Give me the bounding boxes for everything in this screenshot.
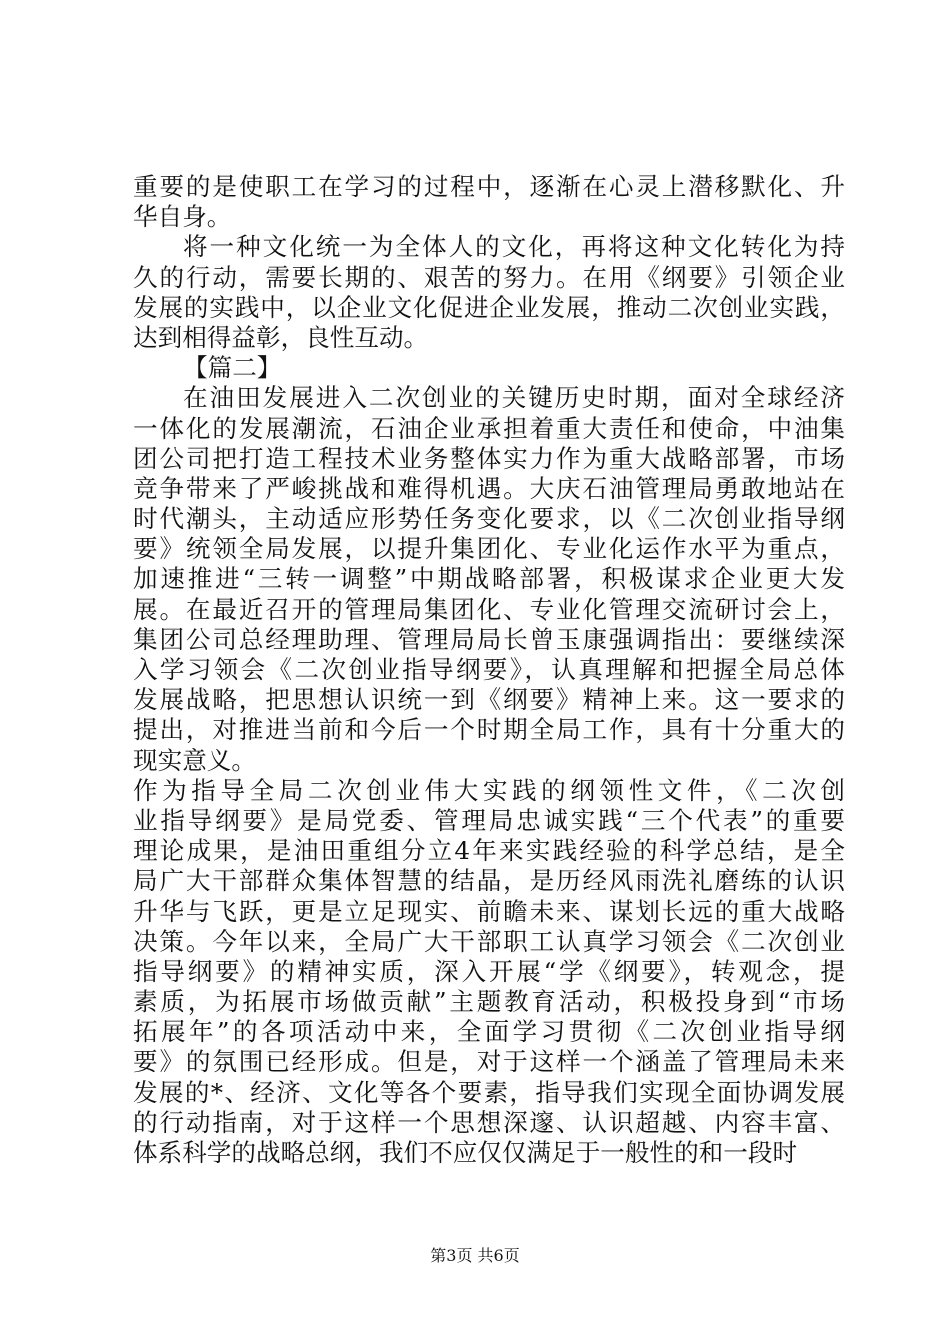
paragraph-line: 升华与飞跃，更是立足现实、前瞻未来、谋划长远的重大战略: [133, 896, 845, 926]
document-body: [133, 172, 845, 1168]
paragraph: [133, 383, 845, 775]
paragraph-line: 久的行动，需要长期的、艰苦的努力。在用《纲要》引领企业: [133, 262, 845, 292]
paragraph-line: 拓展年”的各项活动中来，全面学习贯彻《二次创业指导纲: [133, 1017, 845, 1047]
paragraph: [133, 353, 845, 383]
paragraph-line: 入学习领会《二次创业指导纲要》，认真理解和把握全局总体: [133, 655, 845, 684]
paragraph-line: 业指导纲要》是局党委、管理局忠诚实践“三个代表”的重要: [133, 805, 845, 835]
paragraph-line: 展。在最近召开的管理局集团化、专业化管理交流研讨会上，: [133, 594, 845, 624]
paragraph-line: 时代潮头，主动适应形势任务变化要求，以《二次创业指导纲: [133, 504, 845, 534]
paragraph-line: 发展的*、经济、文化等各个要素，指导我们实现全面协调发展: [133, 1077, 845, 1107]
paragraph-line: 素质，为拓展市场做贡献”主题教育活动，积极投身到“市场: [133, 987, 845, 1017]
paragraph-line: 的行动指南，对于这样一个思想深邃、认识超越、内容丰富、: [133, 1107, 845, 1137]
page-footer: 第3页 共6页: [430, 1246, 520, 1265]
paragraph: [133, 776, 845, 1168]
paragraph-line: 作为指导全局二次创业伟大实践的纲领性文件，《二次创: [133, 775, 845, 805]
paragraph-line: 体系科学的战略总纲，我们不应仅仅满足于一般性的和一段时: [133, 1138, 798, 1167]
paragraph-line: 达到相得益彰，良性互动。: [133, 322, 429, 352]
paragraph: [133, 232, 845, 353]
paragraph-line: 华自身。: [133, 202, 232, 232]
paragraph-line: 团公司把打造工程技术业务整体实力作为重大战略部署，市场: [133, 443, 845, 473]
paragraph-line: 要》的氛围已经形成。但是，对于这样一个涵盖了管理局未来: [133, 1047, 845, 1077]
paragraph-line: 发展战略，把思想认识统一到《纲要》精神上来。这一要求的: [133, 685, 845, 715]
paragraph-line: 现实意义。: [133, 745, 256, 775]
paragraph-line: 加速推进“三转一调整”中期战略部署，积极谋求企业更大发: [133, 564, 845, 594]
paragraph-line: 决策。今年以来，全局广大干部职工认真学习领会《二次创业: [133, 926, 845, 956]
paragraph-line: 指导纲要》的精神实质，深入开展“学《纲要》，转观念，提: [133, 956, 845, 986]
paragraph-line: 要》统领全局发展，以提升集团化、专业化运作水平为重点，: [133, 534, 845, 564]
paragraph-line: 竞争带来了严峻挑战和难得机遇。大庆石油管理局勇敢地站在: [133, 473, 845, 503]
paragraph: [133, 172, 845, 232]
paragraph-line: 集团公司总经理助理、管理局局长曾玉康强调指出：要继续深: [133, 624, 845, 654]
paragraph-line: 将一种文化统一为全体人的文化，再将这种文化转化为持: [183, 232, 845, 262]
paragraph-line: 在油田发展进入二次创业的关键历史时期，面对全球经济: [183, 383, 845, 413]
paragraph-line: 一体化的发展潮流，石油企业承担着重大责任和使命，中油集: [133, 413, 845, 443]
paragraph-line: 【篇二】: [183, 353, 282, 383]
paragraph-line: 局广大干部群众集体智慧的结晶，是历经风雨洗礼磨练的认识: [133, 866, 845, 896]
paragraph-line: 发展的实践中，以企业文化促进企业发展，推动二次创业实践，: [133, 292, 845, 322]
paragraph-line: 重要的是使职工在学习的过程中，逐渐在心灵上潜移默化、升: [133, 172, 845, 201]
paragraph-line: 提出，对推进当前和今后一个时期全局工作，具有十分重大的: [133, 715, 845, 745]
paragraph-line: 理论成果，是油田重组分立4年来实践经验的科学总结，是全: [133, 836, 845, 866]
